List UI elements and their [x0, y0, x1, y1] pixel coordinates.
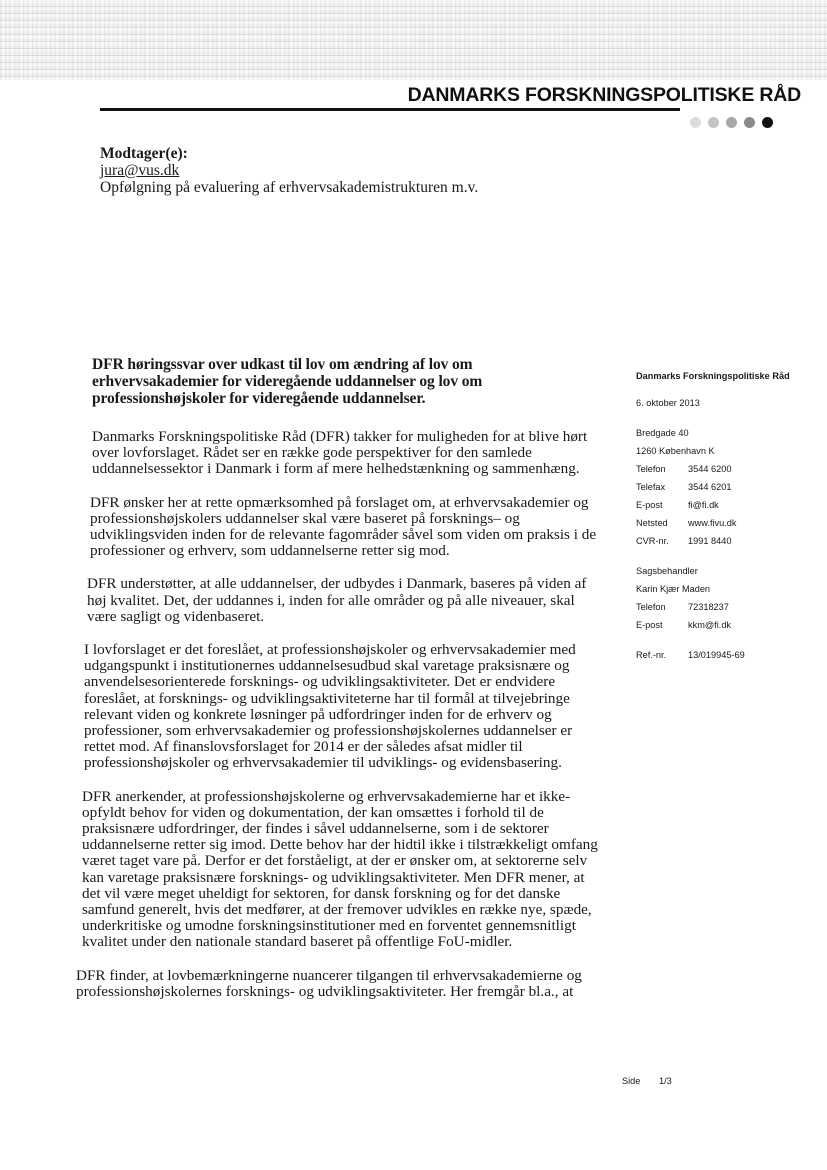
logo-dot-1 — [690, 117, 701, 128]
caseworker-contact-row: Telefon 72318237 — [636, 602, 729, 612]
recipient-email-link[interactable]: jura@vus.dk — [100, 162, 180, 179]
logo-dot-2 — [708, 117, 719, 128]
letter-date: 6. oktober 2013 — [636, 398, 700, 408]
contact-row: Telefon 3544 6200 — [636, 464, 732, 474]
caseworker-contact-row: E-post kkm@fi.dk — [636, 620, 732, 630]
contact-row: CVR-nr. 1991 8440 — [636, 536, 732, 546]
letter-body — [76, 356, 602, 1017]
sidebar-info — [636, 368, 806, 664]
page-number — [622, 1076, 672, 1086]
recipient-block — [100, 145, 478, 196]
logo-dot-5 — [762, 117, 773, 128]
caseworker-label: Sagsbehandler — [636, 566, 698, 576]
paragraph-3: DFR understøtter, at alle uddannelser, der udbydes i Danmark, baseres på viden af høj kvalitet. Det, der uddannes i, inden for alle områder og på alle niveauer, skal være sagligt og videnbaseret. — [87, 575, 587, 625]
scan-noise-overlay — [0, 0, 827, 80]
paragraph-2: DFR ønsker her at rette opmærksomhed på forslaget om, at erhvervsakademier og professionshøjskolers uddannelser skal være baseret på forsknings– og udviklingsviden inden for de relevante fagområder såvel som viden om praksis i de professioner og erhverv, som uddannelserne retter sig mod. — [90, 493, 597, 560]
caseworker-name: Karin Kjær Maden — [636, 584, 711, 594]
logo-dot-4 — [744, 117, 755, 128]
contact-row: Telefax 3544 6201 — [636, 482, 732, 492]
recipient-subject: Opfølgning på evaluering af erhvervsakademistrukturen m.v. — [100, 179, 479, 196]
address-postal: 1260 København K — [636, 446, 715, 456]
contact-row: E-post fi@fi.dk — [636, 500, 719, 510]
address-street: Bredgade 40 — [636, 428, 689, 438]
paragraph-4: I lovforslaget er det foreslået, at professionshøjskoler og erhvervsakademier med udgangspunkt i institutionernes uddannelsesudbud skal varetage praksisnære og anvendelsesorienterede forsknings- og udviklingsaktiviteter. Det er endvidere foreslået, at forsknings- og udviklingsaktiviteterne har til formål at tilvejebringe relevant viden og konkrete løsninger på udfordringer inden for de erhverv og professioner, som erhvervsakademier og professionshøjskolernes uddannelser er rettet mod. Af finanslovsforslaget for 2014 er der således afsat midler til professionshøjskoler og erhvervsakademier til udviklings- og evidensbasering. — [84, 641, 576, 772]
paragraph-1: Danmarks Forskningspolitiske Råd (DFR) takker for muligheden for at blive hørt over lovforslaget. Rådet ser en række gode perspektiver for den samlede uddannelsessektor i Danmark i form af mere helhedstænkning og sammenhæng. — [92, 428, 588, 478]
contact-row: Netsted www.fivu.dk — [636, 518, 737, 528]
letter-title: DFR høringssvar over udkast til lov om ændring af lov om erhvervsakademier for videregående uddannelser og lov om professionshøjskoler for videregående uddannelser. — [92, 356, 483, 407]
page-label: Side — [622, 1076, 641, 1086]
paragraph-6: DFR finder, at lovbemærkningerne nuancerer tilgangen til erhvervsakademierne og professionshøjskolernes forsknings- og udviklingsaktiviteter. Her fremgår bl.a., at — [76, 966, 582, 1000]
organization-header: DANMARKS FORSKNINGSPOLITISKE RÅD — [407, 84, 801, 106]
header-rule — [100, 108, 680, 111]
sidebar-organization: Danmarks Forskningspolitiske Råd — [636, 371, 790, 381]
reference-row: Ref.-nr. 13/019945-69 — [636, 650, 745, 660]
logo-dots — [690, 117, 773, 128]
recipient-label: Modtager(e): — [100, 145, 188, 162]
page-value: 1/3 — [658, 1076, 672, 1086]
logo-dot-3 — [726, 117, 737, 128]
paragraph-5: DFR anerkender, at professionshøjskolerne og erhvervsakademierne har et ikke-opfyldt behov for viden og dokumentation, der kan omsættes i forhold til de praksisnære udfordringer, der findes i såvel uddannelserne, som i de sektorer uddannelserne retter sig imod. Dette behov har der hidtil ikke i tilstrækkeligt omfang været taget vare på. Derfor er det forståeligt, at der er ønsker om, at sektorerne selv kan varetage praksisnære forsknings- og udviklingsaktiviteter. Men DFR mener, at det vil være meget uheldigt for sektoren, for dansk forskning og for det danske samfund generelt, hvis det medfører, at der fremover udvikles en række nye, spæde, underkritiske og umodne forskningsinstitutioner med en forventet gennemsnitligt kvalitet under den nationale standard baseret på offentlige FoU-midler. — [82, 787, 598, 951]
